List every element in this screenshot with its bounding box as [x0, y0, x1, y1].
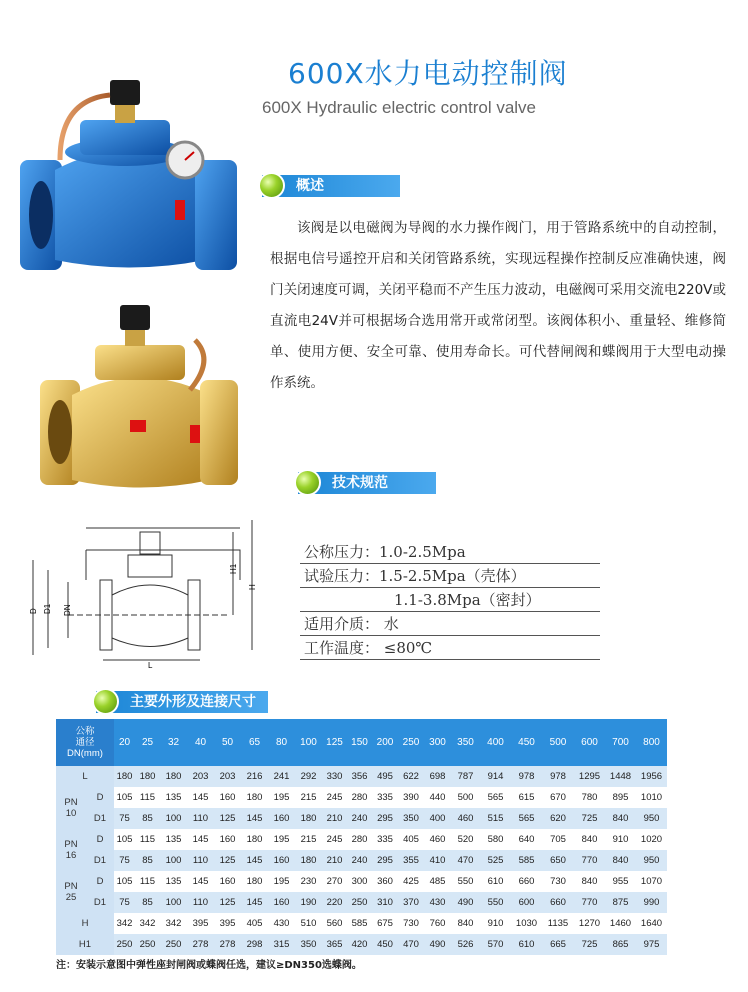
table-cell: 470	[398, 934, 424, 955]
dim-label-H1: H1	[229, 563, 238, 574]
table-cell: 495	[372, 766, 398, 787]
size-header: 80	[268, 719, 295, 766]
table-cell: 115	[135, 787, 160, 808]
table-cell: 1640	[636, 913, 667, 934]
table-cell: 910	[605, 829, 636, 850]
table-cell: 978	[542, 766, 574, 787]
table-cell: 470	[451, 850, 480, 871]
table-cell: 1270	[574, 913, 605, 934]
installation-drawing	[28, 520, 270, 670]
table-cell: 660	[542, 892, 574, 913]
table-cell: 360	[372, 871, 398, 892]
spec-nominal-pressure: 公称压力：1.0-2.5Mpa	[300, 540, 600, 564]
table-cell: 342	[114, 913, 135, 934]
size-header: 350	[451, 719, 480, 766]
table-row	[56, 871, 667, 892]
size-header: 100	[295, 719, 322, 766]
table-cell: 622	[398, 766, 424, 787]
table-cell: 160	[214, 829, 241, 850]
dimensions-heading: 主要外形及连接尺寸	[96, 691, 268, 713]
table-cell: 430	[424, 892, 451, 913]
table-cell: 1135	[542, 913, 574, 934]
tech-spec-list	[300, 540, 600, 660]
table-cell: 135	[160, 787, 187, 808]
table-cell: 600	[511, 892, 542, 913]
table-cell: 85	[135, 850, 160, 871]
green-bullet-icon	[258, 172, 285, 199]
table-cell: 356	[347, 766, 372, 787]
table-cell: 485	[424, 871, 451, 892]
table-cell: 195	[268, 829, 295, 850]
table-cell: 295	[372, 850, 398, 871]
table-cell: 490	[451, 892, 480, 913]
table-cell: 310	[372, 892, 398, 913]
table-cell: 135	[160, 871, 187, 892]
table-cell: 180	[135, 766, 160, 787]
table-cell: 220	[322, 892, 347, 913]
table-cell: 914	[480, 766, 511, 787]
spec-medium: 适用介质： 水	[300, 612, 600, 636]
size-header: 450	[511, 719, 542, 766]
table-cell: 240	[347, 850, 372, 871]
table-cell: 350	[398, 808, 424, 829]
table-cell: 675	[372, 913, 398, 934]
dim-label-H: H	[248, 584, 257, 590]
table-cell: 1030	[511, 913, 542, 934]
size-header: 200	[372, 719, 398, 766]
spec-temperature: 工作温度： ≤80℃	[300, 636, 600, 660]
table-cell: 125	[214, 850, 241, 871]
table-cell: 978	[511, 766, 542, 787]
table-cell: 315	[268, 934, 295, 955]
table-cell: 295	[372, 808, 398, 829]
table-cell: 125	[214, 808, 241, 829]
table-cell: 490	[424, 934, 451, 955]
table-cell: 100	[160, 850, 187, 871]
table-cell: 410	[424, 850, 451, 871]
table-cell: 990	[636, 892, 667, 913]
table-cell: 525	[480, 850, 511, 871]
row-label: H1	[56, 934, 114, 955]
table-cell: 660	[511, 871, 542, 892]
table-cell: 216	[241, 766, 268, 787]
table-cell: 250	[135, 934, 160, 955]
table-cell: 580	[480, 829, 511, 850]
table-cell: 585	[511, 850, 542, 871]
table-cell: 510	[295, 913, 322, 934]
table-cell: 203	[187, 766, 214, 787]
table-cell: 610	[511, 934, 542, 955]
table-cell: 1448	[605, 766, 636, 787]
table-cell: 526	[451, 934, 480, 955]
table-cell: 350	[295, 934, 322, 955]
table-cell: 430	[268, 913, 295, 934]
table-cell: 975	[636, 934, 667, 955]
table-cell: 160	[214, 871, 241, 892]
table-row	[56, 787, 667, 808]
size-header: 65	[241, 719, 268, 766]
table-cell: 180	[295, 850, 322, 871]
table-cell: 342	[135, 913, 160, 934]
table-cell: 365	[322, 934, 347, 955]
table-cell: 85	[135, 808, 160, 829]
table-cell: 780	[574, 787, 605, 808]
table-cell: 203	[214, 766, 241, 787]
table-cell: 180	[160, 766, 187, 787]
row-label: D1	[86, 808, 114, 829]
table-cell: 110	[187, 808, 214, 829]
pressure-group-label: PN 10	[56, 787, 86, 829]
green-bullet-icon	[92, 688, 119, 715]
size-header: 150	[347, 719, 372, 766]
table-cell: 520	[451, 829, 480, 850]
table-cell: 875	[605, 892, 636, 913]
table-cell: 278	[214, 934, 241, 955]
table-cell: 280	[347, 829, 372, 850]
table-cell: 950	[636, 808, 667, 829]
table-cell: 195	[268, 871, 295, 892]
table-cell: 75	[114, 850, 135, 871]
row-label: D	[86, 787, 114, 808]
dim-label-D: D	[29, 608, 38, 614]
table-row	[56, 850, 667, 871]
table-cell: 395	[187, 913, 214, 934]
table-cell: 1460	[605, 913, 636, 934]
table-cell: 250	[160, 934, 187, 955]
table-cell: 840	[574, 871, 605, 892]
table-cell: 760	[424, 913, 451, 934]
row-label: D	[86, 829, 114, 850]
table-cell: 570	[480, 934, 511, 955]
table-cell: 145	[241, 850, 268, 871]
table-cell: 342	[160, 913, 187, 934]
table-cell: 550	[451, 871, 480, 892]
table-cell: 395	[214, 913, 241, 934]
table-cell: 500	[451, 787, 480, 808]
spec-test-pressure-shell: 试验压力：1.5-2.5Mpa（壳体）	[300, 564, 600, 588]
table-cell: 640	[511, 829, 542, 850]
table-cell: 330	[322, 766, 347, 787]
size-header: 700	[605, 719, 636, 766]
table-cell: 75	[114, 808, 135, 829]
size-header: 20	[114, 719, 135, 766]
row-label: D	[86, 871, 114, 892]
size-header: 25	[135, 719, 160, 766]
table-cell: 160	[268, 892, 295, 913]
table-cell: 665	[542, 934, 574, 955]
row-label: H	[56, 913, 114, 934]
size-header: 400	[480, 719, 511, 766]
page-title: 600X水力电动控制阀	[288, 57, 568, 90]
table-cell: 115	[135, 829, 160, 850]
size-header: 40	[187, 719, 214, 766]
table-cell: 105	[114, 871, 135, 892]
table-cell: 420	[347, 934, 372, 955]
table-cell: 1295	[574, 766, 605, 787]
table-cell: 730	[398, 913, 424, 934]
table-row	[56, 934, 667, 955]
dim-label-D1: D1	[43, 603, 52, 614]
size-header: 300	[424, 719, 451, 766]
table-cell: 425	[398, 871, 424, 892]
table-row	[56, 808, 667, 829]
table-cell: 460	[424, 829, 451, 850]
table-cell: 400	[424, 808, 451, 829]
table-cell: 278	[187, 934, 214, 955]
gold-valve-image	[40, 300, 240, 495]
table-cell: 840	[605, 850, 636, 871]
table-cell: 840	[605, 808, 636, 829]
table-cell: 110	[187, 850, 214, 871]
table-cell: 405	[398, 829, 424, 850]
table-cell: 180	[241, 787, 268, 808]
table-cell: 895	[605, 787, 636, 808]
size-header: 125	[322, 719, 347, 766]
table-cell: 280	[347, 787, 372, 808]
table-cell: 1956	[636, 766, 667, 787]
table-cell: 585	[347, 913, 372, 934]
table-cell: 115	[135, 871, 160, 892]
table-cell: 135	[160, 829, 187, 850]
table-cell: 145	[241, 892, 268, 913]
table-cell: 390	[398, 787, 424, 808]
table-cell: 75	[114, 892, 135, 913]
green-bullet-icon	[294, 469, 321, 496]
table-cell: 210	[322, 850, 347, 871]
row-label: L	[56, 766, 114, 787]
table-cell: 215	[295, 829, 322, 850]
table-cell: 620	[542, 808, 574, 829]
table-cell: 145	[187, 829, 214, 850]
table-cell: 440	[424, 787, 451, 808]
table-cell: 770	[574, 892, 605, 913]
table-cell: 105	[114, 787, 135, 808]
table-cell: 950	[636, 850, 667, 871]
table-cell: 1070	[636, 871, 667, 892]
table-cell: 210	[322, 808, 347, 829]
size-header: 32	[160, 719, 187, 766]
table-cell: 405	[241, 913, 268, 934]
table-cell: 245	[322, 829, 347, 850]
table-cell: 910	[480, 913, 511, 934]
table-cell: 725	[574, 934, 605, 955]
table-cell: 730	[542, 871, 574, 892]
table-cell: 650	[542, 850, 574, 871]
table-cell: 705	[542, 829, 574, 850]
table-cell: 145	[187, 787, 214, 808]
table-cell: 160	[268, 850, 295, 871]
table-cell: 241	[268, 766, 295, 787]
table-cell: 125	[214, 892, 241, 913]
table-cell: 565	[480, 787, 511, 808]
table-cell: 180	[241, 829, 268, 850]
table-row	[56, 892, 667, 913]
table-cell: 250	[114, 934, 135, 955]
table-row	[56, 913, 667, 934]
table-cell: 100	[160, 808, 187, 829]
blue-valve-image	[20, 60, 245, 280]
size-header: 50	[214, 719, 241, 766]
table-cell: 245	[322, 787, 347, 808]
table-cell: 515	[480, 808, 511, 829]
page-subtitle: 600X Hydraulic electric control valve	[262, 98, 537, 117]
dim-label-L: L	[148, 661, 153, 670]
table-cell: 370	[398, 892, 424, 913]
table-cell: 725	[574, 808, 605, 829]
table-cell: 610	[480, 871, 511, 892]
footnote: 注：安装示意图中弹性座封闸阀或蝶阀任选，建议≥DN350选蝶阀。	[56, 960, 362, 971]
table-cell: 180	[295, 808, 322, 829]
table-cell: 180	[114, 766, 135, 787]
pressure-group-label: PN 16	[56, 829, 86, 871]
table-cell: 298	[241, 934, 268, 955]
table-cell: 565	[511, 808, 542, 829]
table-cell: 670	[542, 787, 574, 808]
table-row	[56, 829, 667, 850]
table-cell: 450	[372, 934, 398, 955]
table-cell: 85	[135, 892, 160, 913]
table-cell: 145	[241, 808, 268, 829]
size-header: 500	[542, 719, 574, 766]
table-cell: 145	[187, 871, 214, 892]
dimensions-table	[56, 719, 667, 955]
table-cell: 787	[451, 766, 480, 787]
pressure-group-label: PN 25	[56, 871, 86, 913]
table-cell: 770	[574, 850, 605, 871]
table-cell: 355	[398, 850, 424, 871]
table-cell: 215	[295, 787, 322, 808]
table-cell: 160	[214, 787, 241, 808]
table-cell: 195	[268, 787, 295, 808]
size-header: 600	[574, 719, 605, 766]
tech-spec-heading: 技术规范	[298, 472, 436, 494]
table-cell: 292	[295, 766, 322, 787]
table-cell: 335	[372, 829, 398, 850]
table-cell: 955	[605, 871, 636, 892]
table-cell: 190	[295, 892, 322, 913]
table-cell: 460	[451, 808, 480, 829]
size-header: 250	[398, 719, 424, 766]
table-cell: 560	[322, 913, 347, 934]
table-cell: 865	[605, 934, 636, 955]
table-cell: 105	[114, 829, 135, 850]
table-cell: 840	[451, 913, 480, 934]
table-cell: 110	[187, 892, 214, 913]
table-row	[56, 766, 667, 787]
table-cell: 160	[268, 808, 295, 829]
table-cell: 270	[322, 871, 347, 892]
table-corner-header: 公称 通径 DN(mm)	[56, 719, 114, 766]
table-cell: 250	[347, 892, 372, 913]
table-cell: 300	[347, 871, 372, 892]
table-cell: 1010	[636, 787, 667, 808]
table-cell: 698	[424, 766, 451, 787]
table-cell: 550	[480, 892, 511, 913]
table-cell: 230	[295, 871, 322, 892]
table-cell: 180	[241, 871, 268, 892]
size-header: 800	[636, 719, 667, 766]
spec-test-pressure-seal: 1.1-3.8Mpa（密封）	[300, 588, 600, 612]
overview-text: 该阀是以电磁阀为导阀的水力操作阀门，用于管路系统中的自动控制，根据电信号遥控开启和关闭管路系统，实现远程操作控制反应准确快速，阀门关闭速度可调，关闭平稳而不产生压力波动，电磁阀可采用交流电220V或直流电24V并可根据场合选用常开或常闭型。该阀体积小、重量轻、维修简单、使用方便、安全可靠、使用寿命长。可代替闸阀和蝶阀用于大型电动操作系统。	[270, 220, 726, 391]
table-cell: 615	[511, 787, 542, 808]
table-cell: 1020	[636, 829, 667, 850]
dim-label-DN: DN	[63, 604, 72, 616]
row-label: D1	[86, 892, 114, 913]
table-cell: 240	[347, 808, 372, 829]
overview-heading: 概述	[262, 175, 400, 197]
row-label: D1	[86, 850, 114, 871]
table-cell: 100	[160, 892, 187, 913]
table-cell: 335	[372, 787, 398, 808]
table-cell: 840	[574, 829, 605, 850]
